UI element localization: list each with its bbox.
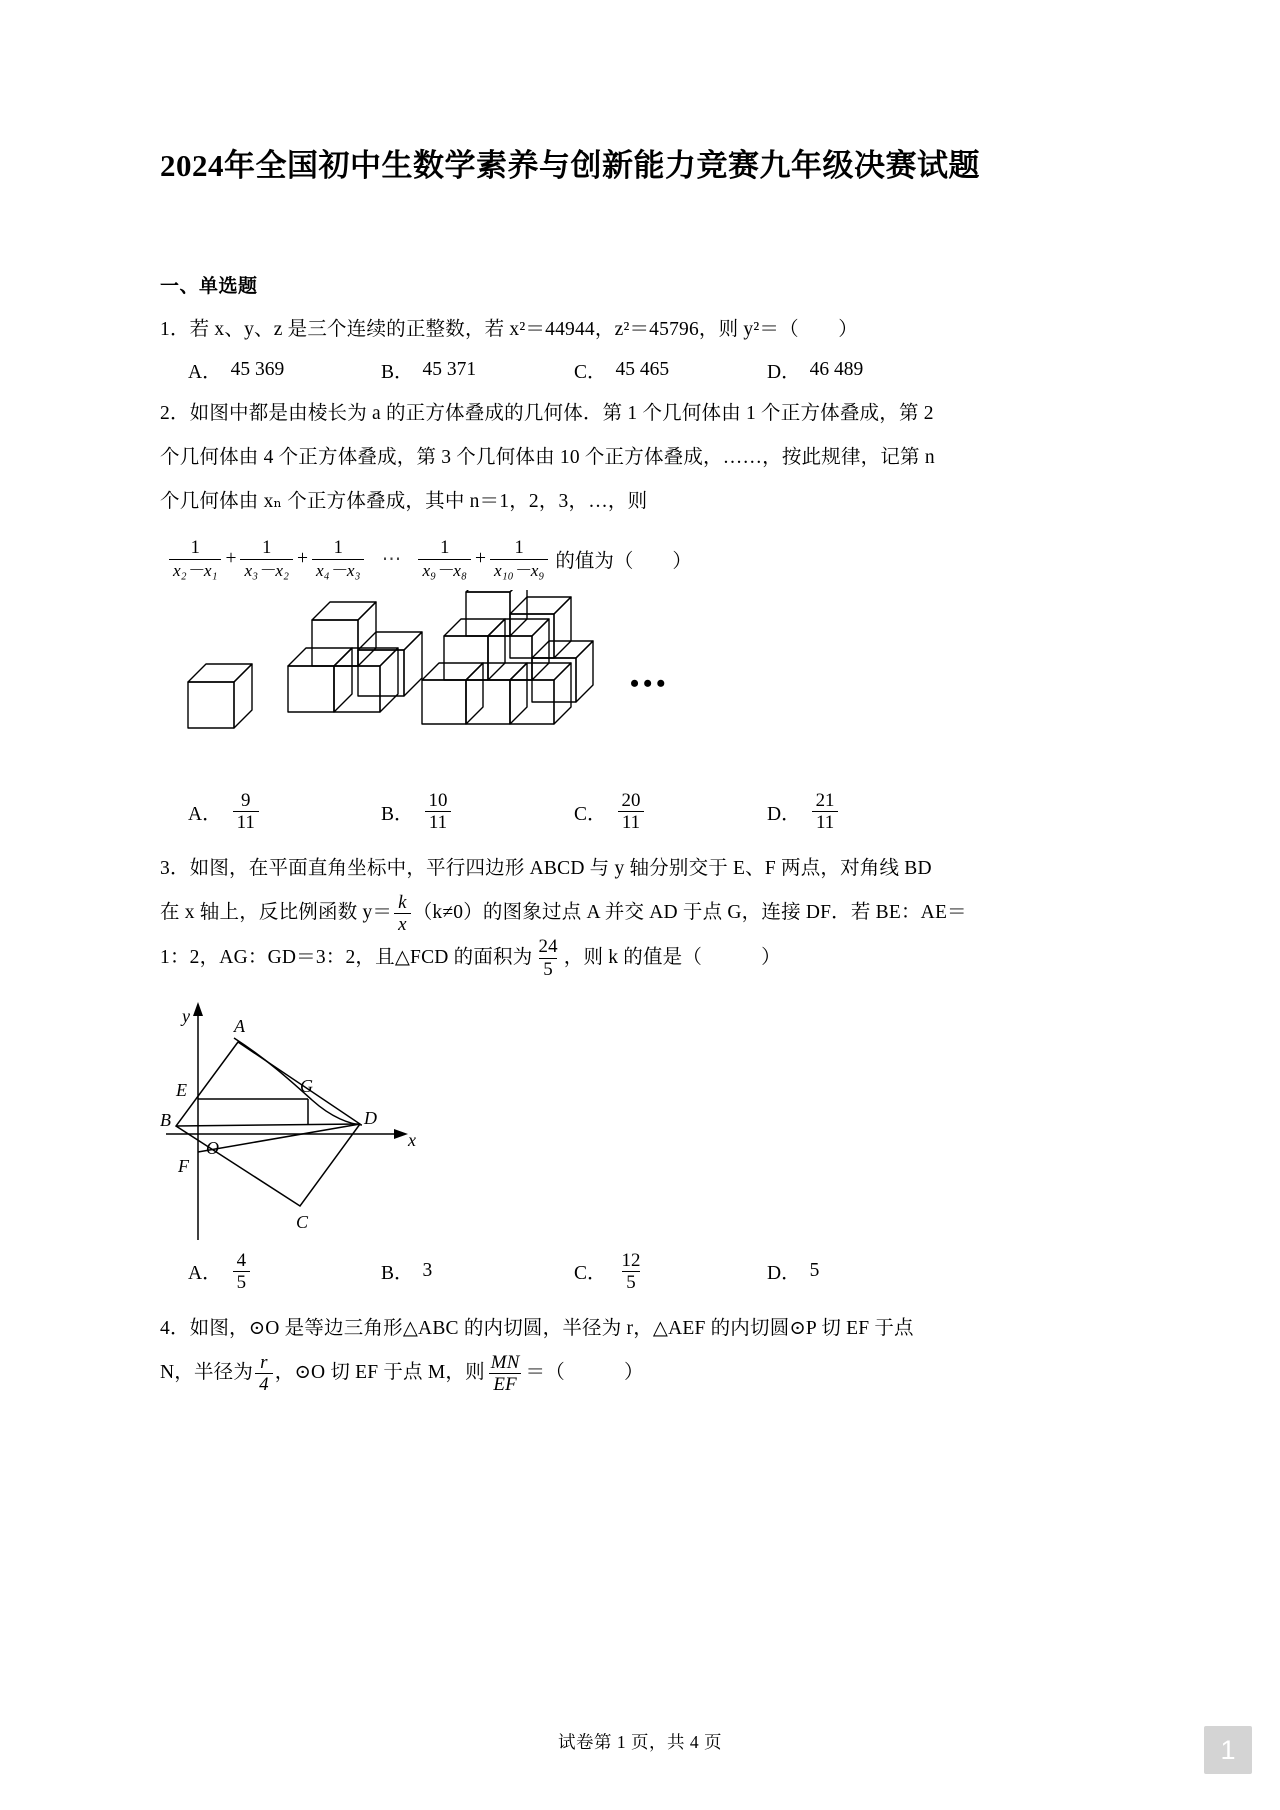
y-axis-arrow [193,1002,203,1016]
option-label: A． [188,1263,222,1285]
fraction-denominator: x₉－x₈ [418,559,470,582]
question-4-number: 4． [160,1318,190,1340]
segment-df [198,1124,360,1152]
axis-label-x: x [408,1129,416,1150]
question-2-stem-line-3: 个几何体由 xₙ 个正方体叠成，其中 n＝1，2，3，…，则 [160,491,648,513]
fraction-denominator: 11 [812,811,838,833]
question-2 [160,392,960,524]
fraction-numerator: 4 [236,1249,247,1271]
option-text: 5 [809,1260,820,1282]
point-label-a: A [234,1015,245,1036]
cube-figure-1 [188,664,252,728]
question-3-stem-text-2b: （k≠0）的图象过点 A 并交 AD 于点 G，连接 DF．若 BE：AE＝ [412,902,967,924]
option-label: B． [381,362,414,384]
question-3-stem-line-2 [160,891,967,936]
page-number-badge: 1 [1204,1726,1252,1774]
question-4-stem-text-2b: ，⊙O 切 EF 于点 M，则 [274,1362,485,1384]
question-1-option-b[interactable] [381,356,574,384]
point-label-d: D [364,1107,377,1128]
fraction-term-3 [312,536,364,582]
fraction-numerator: 1 [514,537,524,558]
question-2-sum-tail: 的值为（ ） [555,551,692,573]
axis-label-y: y [182,1005,190,1026]
question-3-options [160,1250,960,1293]
point-label-f: F [178,1155,189,1176]
point-label-g: G [300,1075,313,1096]
question-2-stem-text-1: 如图中都是由棱长为 a 的正方体叠成的几何体．第 1 个几何体由 1 个正方体叠成，第 2 [189,403,934,425]
question-4-stem-line-2 [160,1351,960,1395]
question-1 [160,308,960,352]
question-4-stem-text-2a: N，半径为 [160,1362,254,1384]
option-fraction [233,1250,250,1293]
point-label-c: C [296,1211,309,1232]
question-2-stem-line-2: 个几何体由 4 个正方体叠成，第 3 个几何体由 10 个正方体叠成，……，按此规律，记第 n [160,447,935,469]
point-label-o: O [206,1137,219,1158]
fraction-term-5 [490,536,548,582]
option-label: C． [574,803,607,825]
question-2-number: 2． [160,403,190,425]
fraction-denominator: 11 [233,811,259,833]
question-3-option-a[interactable] [188,1250,381,1293]
fraction-term-2 [240,536,292,582]
question-3-stem-text-2a: 在 x 轴上，反比例函数 y＝ [160,902,393,924]
inverse-function-fraction [394,892,411,935]
question-1-option-a[interactable] [188,356,381,384]
fraction-denominator: x₄－x₃ [312,559,364,582]
cube-figure-3 [422,590,593,724]
option-text: 45 369 [230,359,285,381]
ratio-fraction [487,1352,524,1395]
question-1-options [160,356,960,384]
cube-figure-2 [288,602,422,712]
fraction-numerator: 12 [621,1249,641,1271]
question-3-stem-text-1: 如图，在平面直角坐标中，平行四边形 ABCD 与 y 轴分别交于 E、F 两点，对角线 BD [189,858,932,880]
fraction-denominator: EF [489,1373,521,1395]
fraction-numerator: 21 [815,789,835,811]
x-axis-arrow [394,1129,408,1139]
question-3-stem-text-3a: 1：2，AG：GD＝3：2，且△FCD 的面积为 [160,946,533,968]
option-label: A． [188,803,222,825]
option-label: C． [574,1263,607,1285]
question-3-stem-line-1 [160,847,960,891]
question-1-stem [160,308,960,352]
question-2-figure-cube-stacks [160,590,960,780]
plus-sign: + [474,548,486,570]
fraction-denominator: 5 [622,1271,639,1293]
option-label: B． [381,1263,414,1285]
segment-eg-region [198,1099,360,1124]
fraction-denominator: 5 [539,958,557,980]
option-label: D． [767,803,801,825]
question-3-option-c[interactable] [574,1250,767,1293]
question-1-number: 1． [160,319,190,341]
question-2-option-a[interactable] [188,790,381,833]
option-text: 45 371 [422,359,477,381]
fraction-denominator: 5 [233,1271,250,1293]
question-4-stem-line-1 [160,1307,960,1351]
question-1-option-c[interactable] [574,356,767,384]
question-2-option-b[interactable] [381,790,574,833]
question-4-stem-text-1: 如图，⊙O 是等边三角形△ABC 的内切圆，半径为 r，△AEF 的内切圆⊙P 切 EF 于点 [189,1318,914,1340]
question-2-stem-line-1 [160,392,960,436]
parallelogram-coordinate-svg [160,994,620,1244]
option-text: 45 465 [615,359,670,381]
fraction-numerator: 1 [262,537,272,558]
fraction-denominator: x [394,913,411,935]
radius-fraction [255,1352,273,1395]
diagonal-bd [176,1124,360,1126]
option-fraction [425,790,452,833]
area-fraction [534,936,561,979]
question-3 [160,847,967,980]
fraction-numerator: 10 [428,789,448,811]
question-3-option-d[interactable] [767,1250,960,1293]
question-4-stem-text-2c: ＝（ ） [525,1362,644,1384]
fraction-numerator: 9 [240,789,251,811]
fraction-numerator: 1 [190,537,200,558]
point-label-e: E [176,1079,187,1100]
fraction-denominator: x₂－x₁ [169,559,221,582]
fraction-term-4 [418,536,470,582]
fraction-denominator: x₃－x₂ [240,559,292,582]
figure-sequence-ellipsis: ••• [630,668,670,698]
option-text: 3 [422,1260,433,1282]
option-label: D． [767,362,801,384]
question-3-option-b[interactable] [381,1250,574,1293]
fraction-numerator: 24 [538,936,558,958]
cube-stacks-svg [160,590,960,780]
plus-sign: + [296,548,308,570]
section-heading-single-choice: 一、单选题 [160,276,258,298]
plus-sign: + [225,548,237,570]
option-fraction [233,790,259,833]
fraction-denominator: 11 [618,811,644,833]
question-1-option-d[interactable] [767,356,960,384]
question-2-option-c[interactable] [574,790,767,833]
option-label: D． [767,1263,801,1285]
question-2-sum-expression [160,536,960,582]
option-fraction [812,790,839,833]
option-text: 46 489 [809,359,864,381]
fraction-numerator: 20 [621,789,641,811]
page-title: 2024年全国初中生数学素养与创新能力竞赛九年级决赛试题 [160,148,980,183]
fraction-denominator: 4 [255,1373,273,1395]
question-2-option-d[interactable] [767,790,960,833]
option-label: C． [574,362,607,384]
option-label: A． [188,362,222,384]
question-3-figure-parallelogram [160,994,960,1244]
fraction-numerator: MN [490,1351,520,1373]
question-1-stem-text: 若 x、y、z 是三个连续的正整数，若 x²＝44944，z²＝45796，则 y²＝（ ） [189,319,858,341]
fraction-numerator: k [398,892,407,914]
point-label-b: B [160,1109,171,1130]
question-3-stem-line-3 [160,936,960,980]
question-2-options [160,790,960,833]
fraction-numerator: 1 [333,537,343,558]
fraction-numerator: r [260,1351,268,1373]
question-3-stem-text-3b: ，则 k 的值是（ ） [563,946,781,968]
fraction-numerator: 1 [440,537,450,558]
option-fraction [618,1250,645,1293]
option-fraction [618,790,645,833]
page-content [160,0,980,1396]
expression-ellipsis: ⋯ [381,549,402,571]
fraction-denominator: x₁₀－x₉ [490,559,548,582]
question-4 [160,1307,960,1395]
option-label: B． [381,803,414,825]
question-3-number: 3． [160,858,190,880]
fraction-denominator: 11 [425,811,451,833]
page-footer: 试卷第 1 页，共 4 页 [558,1732,722,1752]
fraction-term-1 [169,536,221,582]
